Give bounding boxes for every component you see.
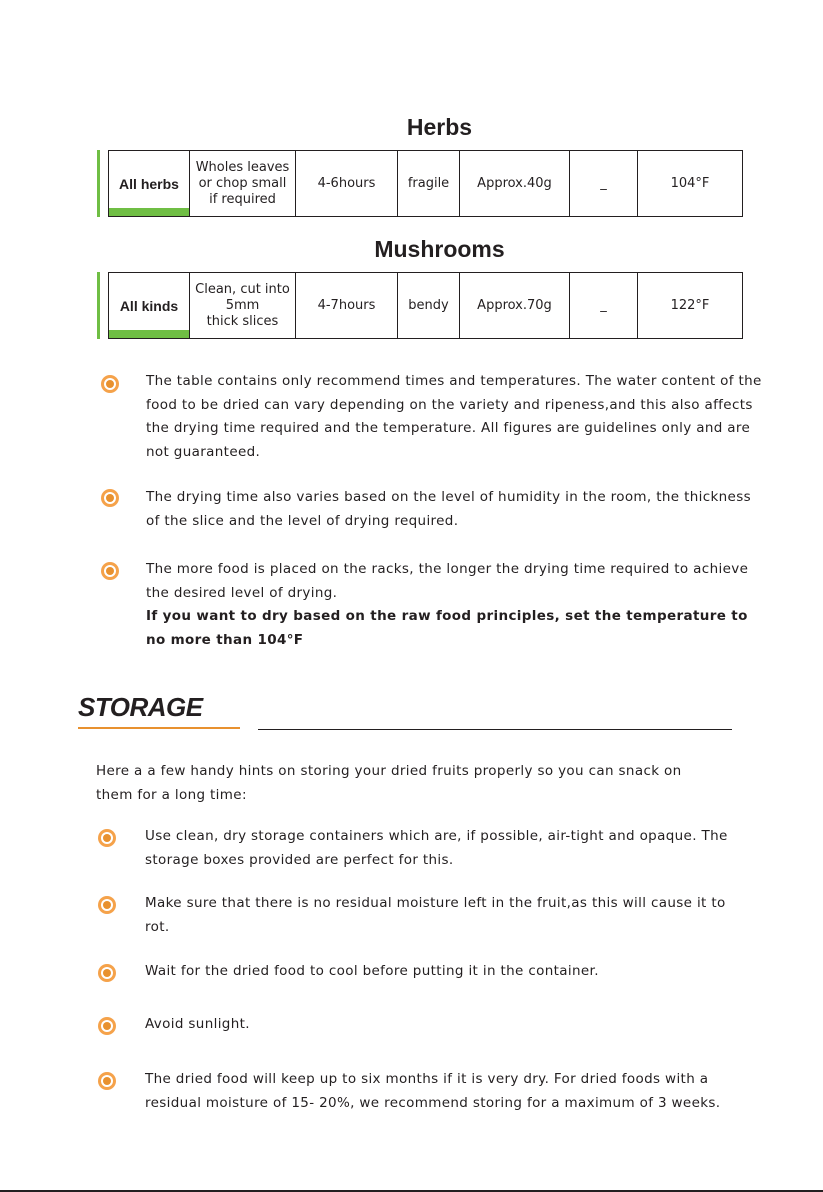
bullet-icon bbox=[101, 562, 119, 580]
herbs-accent-bar bbox=[97, 150, 100, 217]
note-text: The more food is placed on the racks, the longer the drying time required to achieve the desired level of drying. bbox=[146, 561, 749, 601]
storage-tip: Avoid sunlight. bbox=[145, 1016, 250, 1032]
storage-tip: Use clean, dry storage containers which are, if possible, air-tight and opaque. The storage boxes provided are perfect for this. bbox=[145, 828, 728, 868]
storage-title-underline bbox=[78, 727, 240, 729]
herbs-dash-cell: _ bbox=[570, 151, 638, 217]
prep-line: Clean, cut into bbox=[195, 281, 290, 297]
storage-tip: Wait for the dried food to cool before putting it in the container. bbox=[145, 963, 599, 979]
storage-tip: The dried food will keep up to six months if it is very dry. For dried foods with a residual moisture of 15- 20%, we recommend storing for a maximum of 3 weeks. bbox=[145, 1071, 721, 1111]
herbs-name: All herbs bbox=[119, 175, 179, 192]
mushrooms-preparation-cell bbox=[190, 273, 296, 339]
note-paragraph: The drying time also varies based on the level of humidity in the room, the thickness of the slice and the level of drying required. bbox=[146, 489, 751, 529]
herbs-weight-cell: Approx.40g bbox=[460, 151, 570, 217]
herbs-time-cell: 4-6hours bbox=[296, 151, 398, 217]
prep-line: if required bbox=[209, 191, 276, 207]
prep-line: or chop small bbox=[198, 175, 287, 191]
prep-line: Wholes leaves bbox=[195, 159, 290, 175]
bullet-icon bbox=[98, 896, 116, 914]
bullet-icon bbox=[101, 489, 119, 507]
herbs-name-cell bbox=[109, 151, 190, 217]
bullet-icon bbox=[98, 829, 116, 847]
herbs-green-underline bbox=[109, 208, 189, 216]
herbs-table bbox=[108, 150, 742, 217]
storage-divider bbox=[258, 729, 732, 730]
prep-line: 5mm bbox=[225, 297, 260, 313]
bullet-icon bbox=[98, 1072, 116, 1090]
note-paragraph bbox=[146, 558, 766, 652]
bullet-icon bbox=[98, 964, 116, 982]
note-paragraph: The table contains only recommend times and temperatures. The water content of the food to be dried can vary depending on the variety and ripeness,and this also affects the drying time required and the temperature. All figures are guidelines only and are not guaranteed. bbox=[146, 373, 762, 460]
mushrooms-dash-cell: _ bbox=[570, 273, 638, 339]
raw-food-note: If you want to dry based on the raw food principles, set the temperature to no more than 104°F bbox=[146, 608, 748, 648]
mushrooms-texture-cell: bendy bbox=[398, 273, 460, 339]
mushrooms-time-cell: 4-7hours bbox=[296, 273, 398, 339]
mushrooms-heading: Mushrooms bbox=[374, 236, 505, 262]
herbs-preparation-cell bbox=[190, 151, 296, 217]
bullet-icon bbox=[98, 1017, 116, 1035]
storage-intro: Here a a few handy hints on storing your dried fruits properly so you can snack on them for a long time: bbox=[96, 763, 682, 803]
storage-tip: Make sure that there is no residual moisture left in the fruit,as this will cause it to rot. bbox=[145, 895, 726, 935]
bullet-icon bbox=[101, 375, 119, 393]
mushrooms-green-underline bbox=[109, 330, 189, 338]
herbs-texture-cell: fragile bbox=[398, 151, 460, 217]
herbs-temp-cell: 104°F bbox=[638, 151, 743, 217]
herbs-heading: Herbs bbox=[406, 114, 473, 140]
mushrooms-weight-cell: Approx.70g bbox=[460, 273, 570, 339]
table-row bbox=[109, 273, 743, 339]
prep-line: thick slices bbox=[206, 313, 279, 329]
mushrooms-table bbox=[108, 272, 742, 339]
table-row bbox=[109, 151, 743, 217]
storage-title: STORAGE bbox=[78, 692, 203, 722]
mushrooms-accent-bar bbox=[97, 272, 100, 339]
mushrooms-name-cell bbox=[109, 273, 190, 339]
mushrooms-temp-cell: 122°F bbox=[638, 273, 743, 339]
mushrooms-name: All kinds bbox=[119, 297, 179, 314]
